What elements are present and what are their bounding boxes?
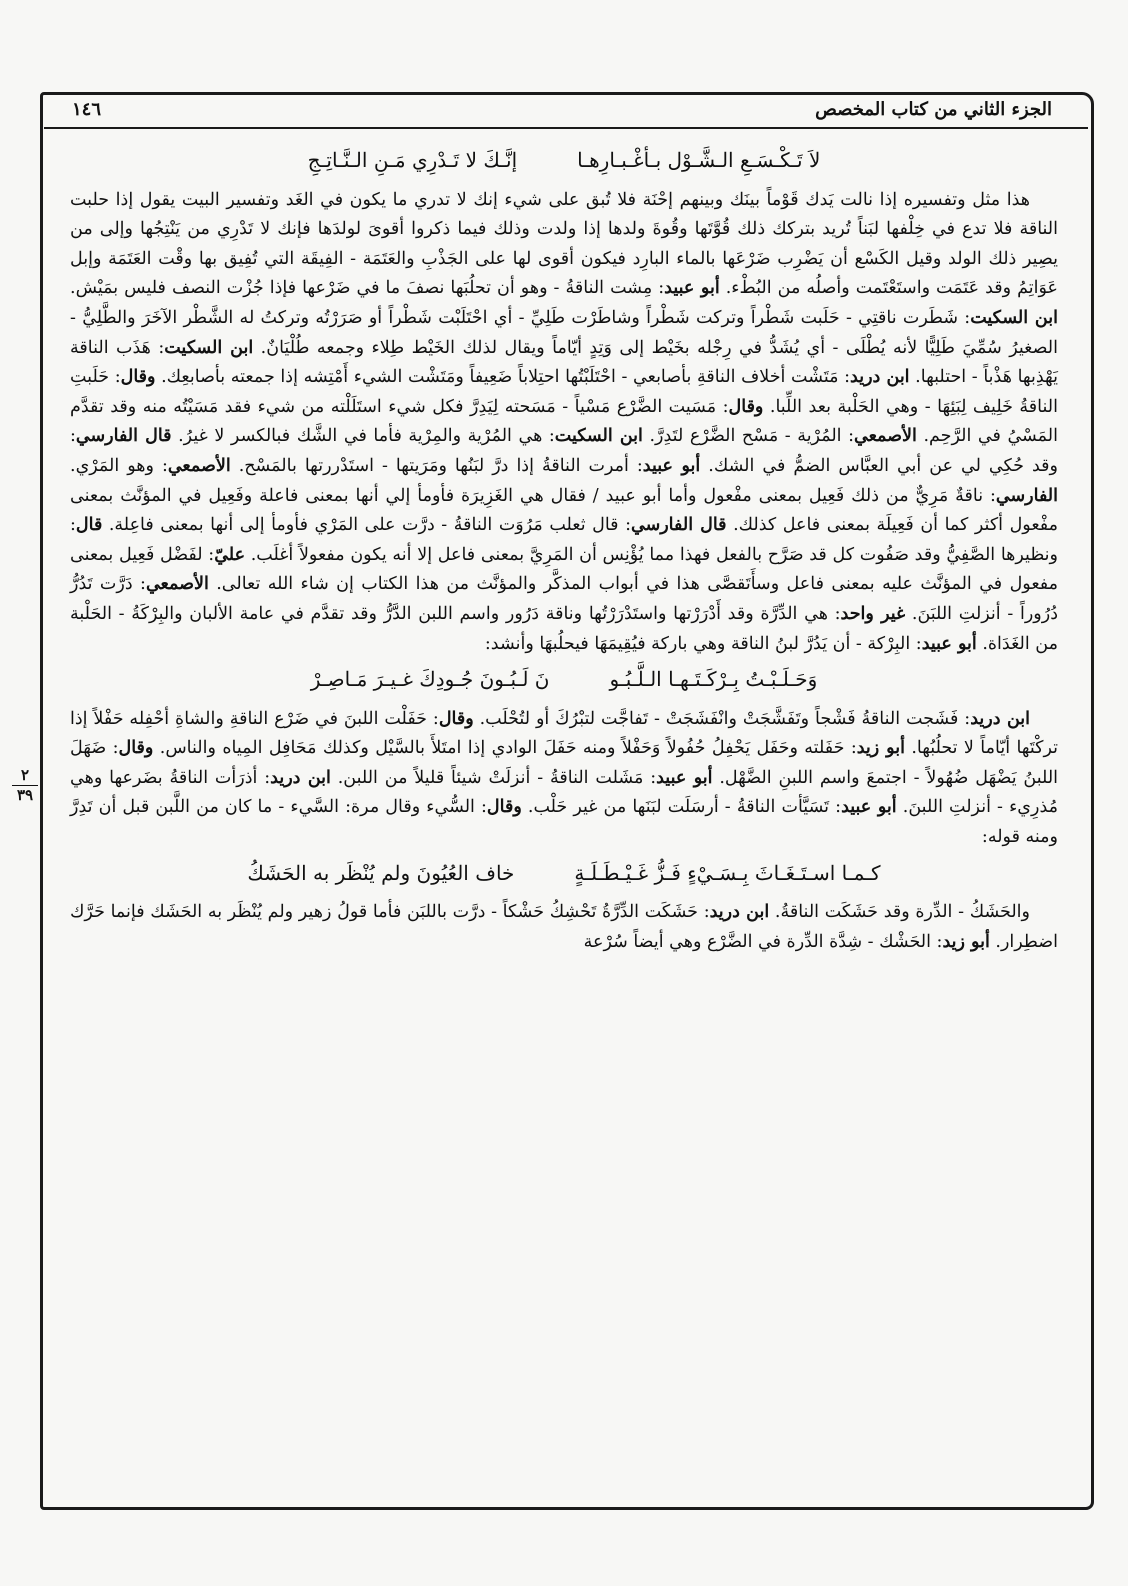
margin-note-top: ٢ bbox=[20, 766, 30, 784]
page-content bbox=[70, 140, 1058, 957]
page-number: ١٤٦ bbox=[72, 98, 102, 120]
paragraph-3: والحَشَكُ - الدِّرة وقد حَشَكَت الناقةُ. ابن دريد: حَشَكَت الدِّرَّةُ تَحْشِكُ حَشْكاً - درَّت باللبَن فأما قولُ زهير ولم يُنْظَر به الحَشَك فإنما حَرَّك اضطِرار. أبو زيد: الحَشْك - شِدَّة الدِّرة في الضَّرْع وهي أيضاً سُرْعة bbox=[70, 902, 1058, 952]
verse-1 bbox=[70, 146, 1058, 176]
verse-1-first-hemistich: لاَ تَـكْـسَـعِ الـشَّـوْل بـأغْـبـارِهـا bbox=[577, 148, 821, 172]
verse-3 bbox=[70, 859, 1058, 889]
verse-3-first-hemistich: كـمـا اسـتَـغَـاثَ بِـسَـيْءٍ فَـزُّ غَـيْـطَـلَـةٍ bbox=[574, 860, 881, 885]
margin-note bbox=[12, 768, 38, 803]
page-header bbox=[40, 93, 1090, 125]
paragraph-2: ابن دريد: فَشَجت الناقةُ فَشْجاً وتَفَشَّجَتْ وانْفَشَجَتْ - تَفاجَّت لتبْرُكَ أو لتُحْلَب. وقال: حَفَلْت اللبنَ في ضَرْع الناقةِ والشاةِ أحْفِله حَفْلاً إذا تركْتَها أيّاماً لا تحلُبُها. أبو زيد: حَفَلته وحَفَل يَحْفِلُ حُفُولاً وَحَفْلاً ومنه حَفَلَ الوادي إذا امتَلأَ بالسَّيْل وكذلك مَحَافِل المِياه والناس. وقال: ضَهَلَ اللبنُ يَضْهَل ضُهُولاً - اجتمعَ واسم اللبنِ الضَّهْل. أبو عبيد: مَشَلت الناقةُ - أنزلَتْ شيئاً قليلاً من اللبن. ابن دريد: أذرَأت الناقةُ بضَرعها وهي مُذرِيء - أنزلتِ اللبنَ. أبو عبيد: تَسَيَّأت الناقةُ - أرسَلَت لبَنَها من غير حَلْب. وقال: السُّيء وقال مرة: السَّيء - ما كان من اللَّبن قبل أن تَدِرَّ ومنه قوله: bbox=[70, 708, 1059, 848]
margin-note-bottom: ٣٩ bbox=[16, 786, 34, 804]
verse-2-first-hemistich: وَحَـلَـبْـتُ بِـرْكَـتَـهـا الـلَّـبُـو bbox=[609, 667, 818, 692]
verse-2-second-hemistich: نَ لَـبُـونَ جُـودِكَ غـيـرَ مَـاصِـرْ bbox=[310, 667, 550, 692]
header-divider bbox=[44, 127, 1088, 129]
paragraph-1: هذا مثل وتفسيره إذا نالت يَدك قَوْماً بينَك وبينهم إحْنَة فلا تُبق على شيء إنك لا تدري ما يكون في الغَد وتفسير البيت يقول إذا حلبت الناقة فلا تدع في خِلْفها لبَناً تُريد بتركك ذلك قُوَّتَها وقُوةَ ولدها إذا ولدت وذلك فيما ذكروا أقوىَ لولدَها فإنك لا تَدْرِي من يَنْتِجُها وإلى من يصِير ذلك الولد وقيل الكَسْع أن يَضْرِب ضَرْعَها بالماء البارِد فيكون أقوى لها على الجَذْبِ والعَتَمَة - الفِيقَة التي تُفِيق بها وقْت العَتَمَة وإبل عَوَاتِمُ وقد عَتَمَت واستَعْتَمت وأصلُه من البُطْء. أبو عبيد: مِشت الناقةُ - وهو أن تحلُبَها نصفَ ما في ضَرْعها فإذا جُزْت النصف فليس بمَيْش. ابن السكيت: شَطَرت ناقتِي - حَلَبت شَطْراً وتركت شَطْراً وشاطَرْت طَلِيِّ - أي احْتَلَبْت شَطْراً أو صَرَرْتُه وتركتُ له الشَّطْر الآخَرَ والطَّلِيُّ - الصغيرُ سُمِّيَ طَلِيًّا لأنه يُطْلَى - أي يُشَدُّ في رِجْله بخَيْط إلى وَتِدٍ أيّاماً ويقال لذلك الخَيْط طِلاء وجمعه طُلْيَانٌ. ابن السكيت: هَذَب الناقة يَهْذِبها هَذْباً - احتلبها. ابن دريد: مَتَشْت أخلاف الناقةِ بأصابعي - احْتَلَبْتُها احتِلاباً ضَعِيفاً ومَتَشْت الشيء أَمْتِشه إذا جمعته بأصابعِك. وقال: حَلَبتِ الناقةُ خَلِيف لِبَئِهَا - وهي الحَلْبة بعد اللِّبا. وقال: مَسَيت الضَّرْع مَسْياً - مَسَحته لِيَدِرَّ فكل شيء استَلَلْته من شيء فقد مَسَيْتُه منه وقد تقدَّم المَسْيُ في الرَّحِم. الأصمعي: المُرْية - مَسْح الضَّرْع لتَدِرَّ. ابن السكيت: هي المُرْية والمِرْية فأما في الشَّك فبالكسر لا غيرُ. قال الفارسي: وقد حُكِي لي عن أبي العبَّاس الضمُّ في الشك. أبو عبيد: أمرت الناقةُ إذا درَّ لبَنُها ومَرَيتها - استَدْررتها بالمَسْح. الأصمعي: وهو المَرْي. الفارسي: ناقةٌ مَرِيٌّ من ذلك فَعِيل بمعنى مفْعول وأما أبو عبيد / فقال هي الغَزِيرَة فأومأ إلي أنها بمعنى فاعلة وفَعِيل في المؤنَّث بمعنى مفْعول أكثر كما أن فَعِيلَة بمعنى فاعل كذلك. قال الفارسي: قال ثعلب مَرُوَت الناقةُ - درَّت على المَرْي فأومأ إلى أنها بمعنى فاعِلة. قال: ونظيرها الصَّفِيُّ وقد صَفُوت كل قد صَرَّح بالفعل فهذا مما يُؤْنِس أن المَرِيَّ بمعنى فاعل إلا أنه يكون مفعولاً أغلَب. عليّ: لفَضْل فَعِيل بمعنى مفعول في المؤنَّث عليه بمعنى فاعل وسأَتَقصَّى هذا في أبواب المذكَّر والمؤنَّث من هذا الكتاب إن شاء الله تعالى. الأصمعي: دَرَّت تَدُرُّ دُرُوراً - أنزلتِ اللبَنَ. غير واحد: هي الدِّرَّة وقد أَدْرَرْتها واستَدْرَرْتُها وناقة دَرُور واسم اللبن الدَّرُّ وقد تقدَّم في عامة الألبان والبِرْكَةُ - الحَلْبة من الغَدَاة. أبو عبيد: البِرْكة - أن يَدُرَّ لبنُ الناقة وهي باركة فيُقِيمَهَا فيحلُبهَا وأنشد: bbox=[70, 189, 1059, 654]
verse-2 bbox=[70, 665, 1058, 695]
verse-3-second-hemistich: خاف العُيُونَ ولم يُنْظَر به الحَشَكُ bbox=[247, 860, 515, 885]
book-title: الجزء الثاني من كتاب المخصص bbox=[815, 98, 1052, 120]
verse-1-second-hemistich: إنَّـكَ لا تَـدْرِي مَـنِ الـنَّـاتِـجِ bbox=[307, 148, 518, 172]
